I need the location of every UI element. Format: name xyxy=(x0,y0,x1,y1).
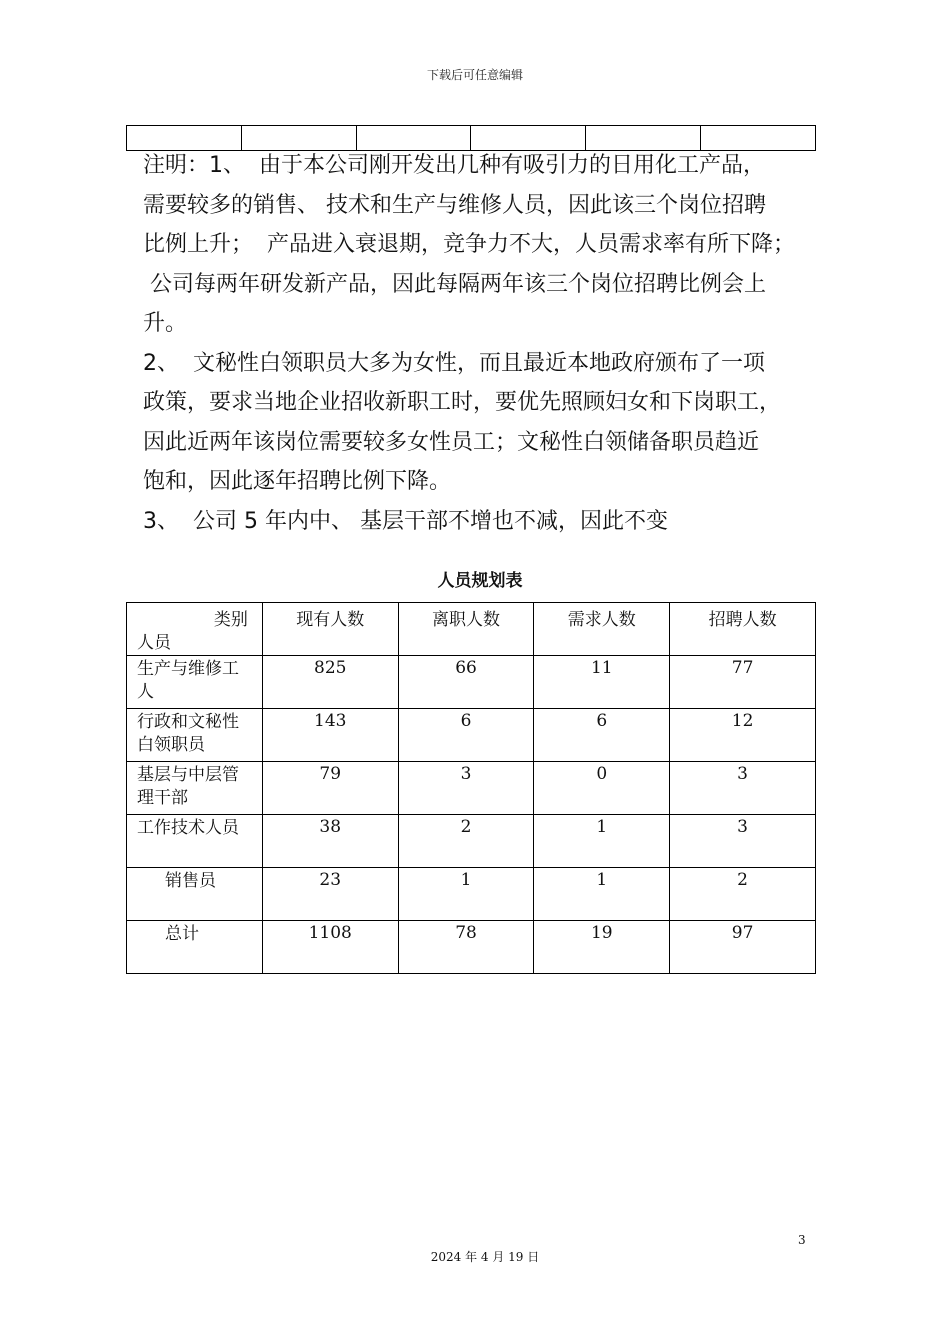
staff-plan-table xyxy=(126,602,816,974)
page-number: 3 xyxy=(798,1233,806,1247)
footer-date: 2024 年 4 月 19 日 xyxy=(430,1250,540,1264)
notes-line: 饱和，因此逐年招聘比例下降。 xyxy=(143,469,452,494)
table-cell: 143 xyxy=(262,709,398,762)
table-cell: 1108 xyxy=(262,921,398,974)
row-label: 行政和文秘性白领职员 xyxy=(127,709,263,762)
row-label: 基层与中层管理干部 xyxy=(127,762,263,815)
row-label: 销售员 xyxy=(127,868,263,921)
row-label: 生产与维修工人 xyxy=(127,656,263,709)
corner-label-category: 类别 xyxy=(213,610,248,630)
table-cell: 825 xyxy=(262,656,398,709)
column-header: 招聘人数 xyxy=(670,603,816,656)
row-label: 工作技术人员 xyxy=(127,815,263,868)
table-cell: 11 xyxy=(534,656,670,709)
table-cell: 77 xyxy=(670,656,816,709)
column-header: 现有人数 xyxy=(262,603,398,656)
notes-line: 升。 xyxy=(143,311,188,336)
notes-line: 需要较多的销售、 技术和生产与维修人员，因此该三个岗位招聘 xyxy=(143,192,766,218)
table-cell: 23 xyxy=(262,868,398,921)
table-cell: 1 xyxy=(398,868,534,921)
page-header: 下载后可任意编辑 xyxy=(426,68,523,82)
notes-line: 2、 文秘性白领职员大多为女性，而且最近本地政府颁布了一项 xyxy=(143,350,765,376)
table-cell: 1 xyxy=(534,868,670,921)
table-cell: 3 xyxy=(670,762,816,815)
table-row xyxy=(127,868,816,921)
table-header-row xyxy=(127,603,816,656)
column-header: 需求人数 xyxy=(534,603,670,656)
row-label: 总计 xyxy=(127,921,263,974)
table-cell: 6 xyxy=(398,709,534,762)
table-cell: 3 xyxy=(670,815,816,868)
table-title: 人员规划表 xyxy=(437,571,523,591)
notes-line: 比例上升； 产品进入衰退期，竞争力不大，人员需求率有所下降； xyxy=(143,232,795,257)
table-cell: 6 xyxy=(534,709,670,762)
table-row xyxy=(127,762,816,815)
table-total-row xyxy=(127,921,816,974)
column-header: 离职人数 xyxy=(398,603,534,656)
table-cell: 2 xyxy=(398,815,534,868)
table-cell: 66 xyxy=(398,656,534,709)
table-cell: 38 xyxy=(262,815,398,868)
table-cell: 79 xyxy=(262,762,398,815)
table-cell: 2 xyxy=(670,868,816,921)
table-row xyxy=(127,656,816,709)
table-cell: 0 xyxy=(534,762,670,815)
notes-line: 公司每两年研发新产品，因此每隔两年该三个岗位招聘比例会上 xyxy=(143,271,767,297)
corner-label-staff: 人员 xyxy=(137,633,171,653)
corner-header-cell xyxy=(127,603,263,656)
table-row xyxy=(127,815,816,868)
table-cell: 78 xyxy=(398,921,534,974)
notes-line: 因此近两年该岗位需要较多女性员工；文秘性白领储备职员趋近 xyxy=(143,429,760,455)
table-cell: 97 xyxy=(670,921,816,974)
table-cell: 12 xyxy=(670,709,816,762)
table-cell: 1 xyxy=(534,815,670,868)
table-row xyxy=(127,709,816,762)
notes-line: 政策，要求当地企业招收新职工时，要优先照顾妇女和下岗职工， xyxy=(143,390,782,415)
notes-section xyxy=(143,146,823,541)
notes-line: 3、 公司 5 年内中、 基层干部不增也不减，因此不变 xyxy=(143,508,668,534)
table-cell: 3 xyxy=(398,762,534,815)
table-cell: 19 xyxy=(534,921,670,974)
notes-line: 注明：1、 由于本公司刚开发出几种有吸引力的日用化工产品， xyxy=(143,153,765,178)
